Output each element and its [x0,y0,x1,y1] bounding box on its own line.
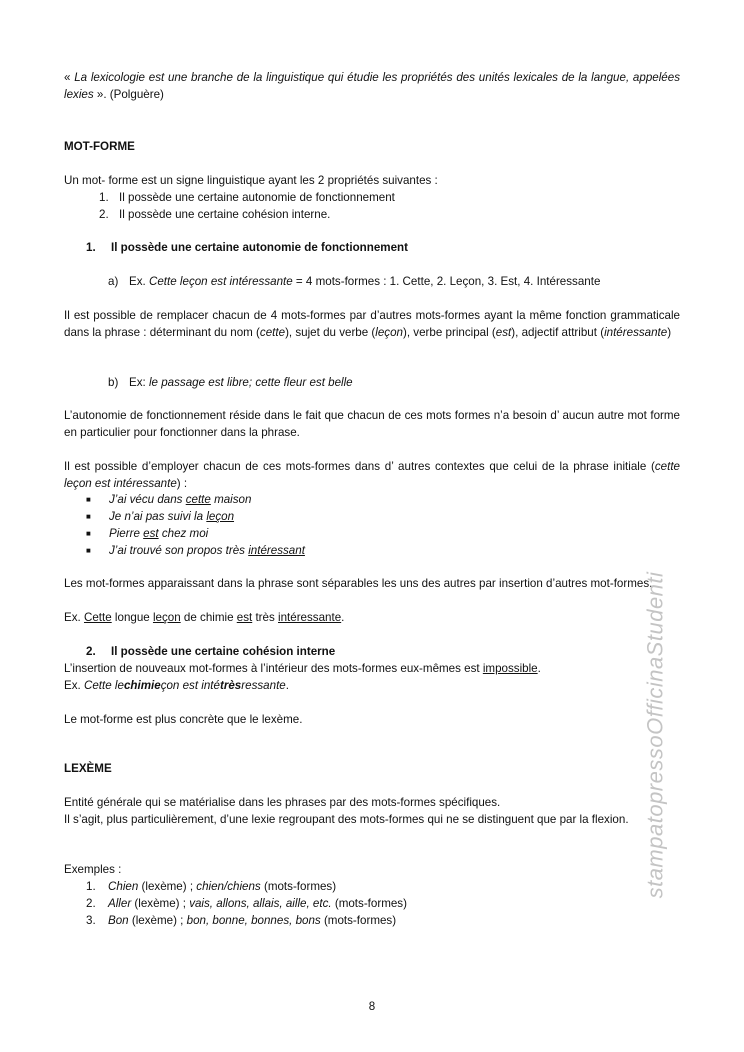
example-separables: Ex. Cette longue leçon de chimie est très intéressante. [64,611,345,624]
list-item: ■ J’ai vécu dans cette maison [86,493,252,506]
paragraph-separables: Les mot-formes apparaissant dans la phrase sont séparables les uns des autres par insertion d’autres mot-formes. [64,577,653,590]
list-item: ■ Pierre est chez moi [86,527,209,540]
example-b: b) Ex: le passage est libre; cette fleur est belle [108,376,353,389]
example-a: a) Ex. Cette leçon est intéressante = 4 mots-formes : 1. Cette, 2. Leçon, 3. Est, 4. Intéressante [108,275,601,288]
property-item: 2. Il possède une certaine cohésion interne. [99,208,331,221]
bullet-square-icon: ■ [86,529,91,538]
examples-label: Exemples : [64,863,122,876]
lexeme-example: 3. Bon (lexème) ; bon, bonne, bonnes, bons (mots-formes) [86,914,397,927]
quote-paragraph: « La lexicologie est une branche de la linguistique qui étudie les propriétés des unités lexicales de la langue, appelées lexies ». (Polguère) [64,71,680,101]
watermark: stampatopressoOfficinaStudenti [642,571,668,899]
page-number: 8 [368,1000,376,1013]
example-cohesion: Ex. Cette lechimieçon est intétrèsressante. [64,679,289,692]
subheading-cohesion: 2. Il possède une certaine cohésion interne [86,645,336,658]
heading-mot-forme: MOT-FORME [64,140,135,153]
property-item: 1. Il possède une certaine autonomie de fonctionnement [99,191,395,204]
heading-lexeme: LEXÈME [64,762,112,775]
paragraph-replacement: Il est possible de remplacer chacun de 4 mots-formes par d’autres mots-formes ayant la même fonction grammaticale dans la phrase : déterminant du nom (cette), sujet du verbe (leçon), verbe principal (est), adjectif attribut (intéressante) [64,309,680,339]
bullet-square-icon: ■ [86,512,91,521]
paragraph-insertion: L’insertion de nouveaux mot-formes à l’intérieur des mots-formes eux-mêmes est impossible. [64,662,541,675]
paragraph-contextes: Il est possible d’employer chacun de ces mots-formes dans d’ autres contextes que celui de la phrase initiale (cette leçon est intéressante) : [64,460,680,490]
paragraph-autonomie: L’autonomie de fonctionnement réside dans le fait que chacun de ces mots formes n’a besoin d’ aucun autre mot forme en particulier pour fonctionner dans la phrase. [64,409,680,439]
lexeme-example: 1. Chien (lexème) ; chien/chiens (mots-formes) [86,880,337,893]
list-item: ■ Je n’ai pas suivi la leçon [86,510,235,523]
lexeme-example: 2. Aller (lexème) ; vais, allons, allais, aille, etc. (mots-formes) [86,897,407,910]
bullet-square-icon: ■ [86,495,91,504]
document-page [64,0,680,1052]
bullet-square-icon: ■ [86,546,91,555]
mot-forme-intro: Un mot- forme est un signe linguistique ayant les 2 propriétés suivantes : [64,174,438,187]
paragraph-concrete: Le mot-forme est plus concrète que le lexème. [64,713,303,726]
list-item: ■ J’ai trouvé son propos très intéressant [86,544,305,557]
subheading-autonomie: 1. Il possède une certaine autonomie de fonctionnement [86,241,408,254]
lexeme-definition: Entité générale qui se matérialise dans les phrases par des mots-formes spécifiques. [64,796,501,809]
lexeme-explanation: Il s’agit, plus particulièrement, d’une lexie regroupant des mots-formes qui ne se distinguent que par la flexion. [64,813,629,826]
